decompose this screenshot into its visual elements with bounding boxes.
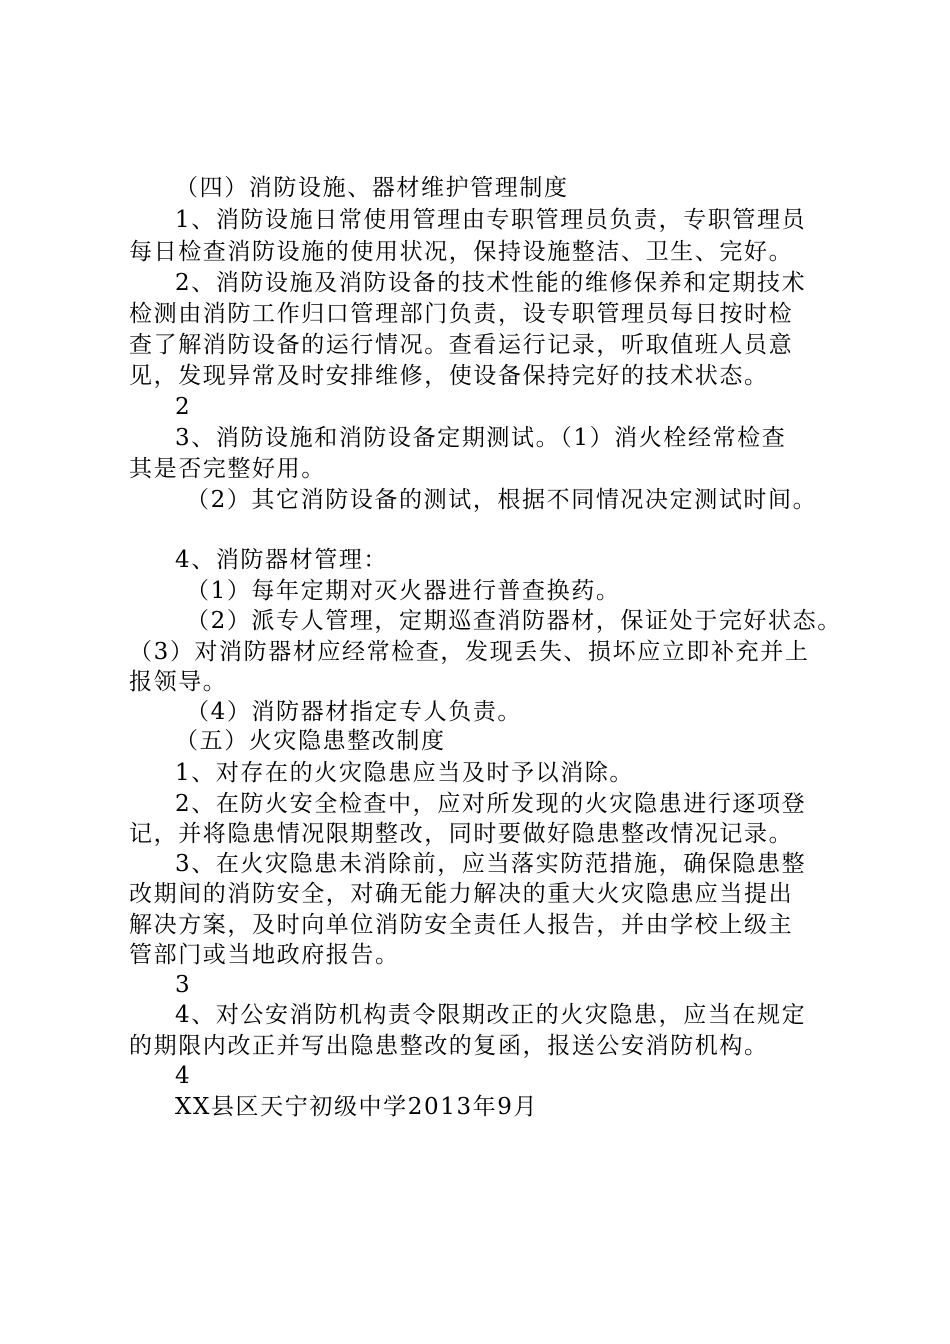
paragraph-line: 检测由消防工作归口管理部门负责，设专职管理员每日按时检 xyxy=(129,301,794,327)
page-number: 2 xyxy=(175,394,192,420)
paragraph-line: 3、消防设施和消防设备定期测试。（1）消火栓经常检查 xyxy=(175,425,787,451)
paragraph-line: 2、在防火安全检查中，应对所发现的火灾隐患进行逐项登 xyxy=(175,791,807,817)
paragraph-line: （2）派专人管理，定期巡查消防器材，保证处于完好状态。 xyxy=(186,608,842,634)
paragraph-line: （2）其它消防设备的测试，根据不同情况决定测试时间。 xyxy=(186,487,818,513)
paragraph-line: 1、对存在的火灾隐患应当及时予以消除。 xyxy=(175,760,635,786)
section-heading-4: （四）消防设施、器材维护管理制度 xyxy=(175,175,569,201)
page-number: 3 xyxy=(175,972,192,998)
page-number: 4 xyxy=(175,1063,192,1089)
paragraph-line: 4、对公安消防机构责令限期改正的火灾隐患，应当在规定 xyxy=(175,1002,807,1028)
paragraph-line: 报领导。 xyxy=(129,669,228,695)
paragraph-line: 记，并将隐患情况限期整改，同时要做好隐患整改情况记录。 xyxy=(129,821,794,847)
paragraph-line: 管部门或当地政府报告。 xyxy=(129,942,400,968)
signature-line: XX县区天宁初级中学2013年9月 xyxy=(175,1094,539,1120)
paragraph-line: （4）消防器材指定专人负责。 xyxy=(186,699,523,725)
paragraph-line: 2、消防设施及消防设备的技术性能的维修保养和定期技术 xyxy=(175,270,807,296)
paragraph-line: 3、在火灾隐患未消除前，应当落实防范措施，确保隐患整 xyxy=(175,851,807,877)
paragraph-line: （3）对消防器材应经常检查，发现丢失、损坏应立即补充并上 xyxy=(129,639,810,665)
paragraph-line: 查了解消防设备的运行情况。查看运行记录，听取值班人员意 xyxy=(129,332,794,358)
section-heading-5: （五）火灾隐患整改制度 xyxy=(175,728,446,754)
paragraph-line: 见，发现异常及时安排维修，使设备保持完好的技术状态。 xyxy=(129,363,769,389)
paragraph-line: 解决方案，及时向单位消防安全责任人报告，并由学校上级主 xyxy=(129,912,794,938)
paragraph-line: （1）每年定期对灭火器进行普查换药。 xyxy=(186,578,621,604)
paragraph-line: 其是否完整好用。 xyxy=(129,456,326,482)
paragraph-line: 的期限内改正并写出隐患整改的复函，报送公安消防机构。 xyxy=(129,1033,769,1059)
paragraph-line: 4、消防器材管理： xyxy=(175,547,389,573)
paragraph-line: 1、消防设施日常使用管理由专职管理员负责，专职管理员 xyxy=(175,207,807,233)
paragraph-line: 每日检查消防设施的使用状况，保持设施整洁、卫生、完好。 xyxy=(129,239,794,265)
paragraph-line: 改期间的消防安全，对确无能力解决的重大火灾隐患应当提出 xyxy=(129,881,794,907)
